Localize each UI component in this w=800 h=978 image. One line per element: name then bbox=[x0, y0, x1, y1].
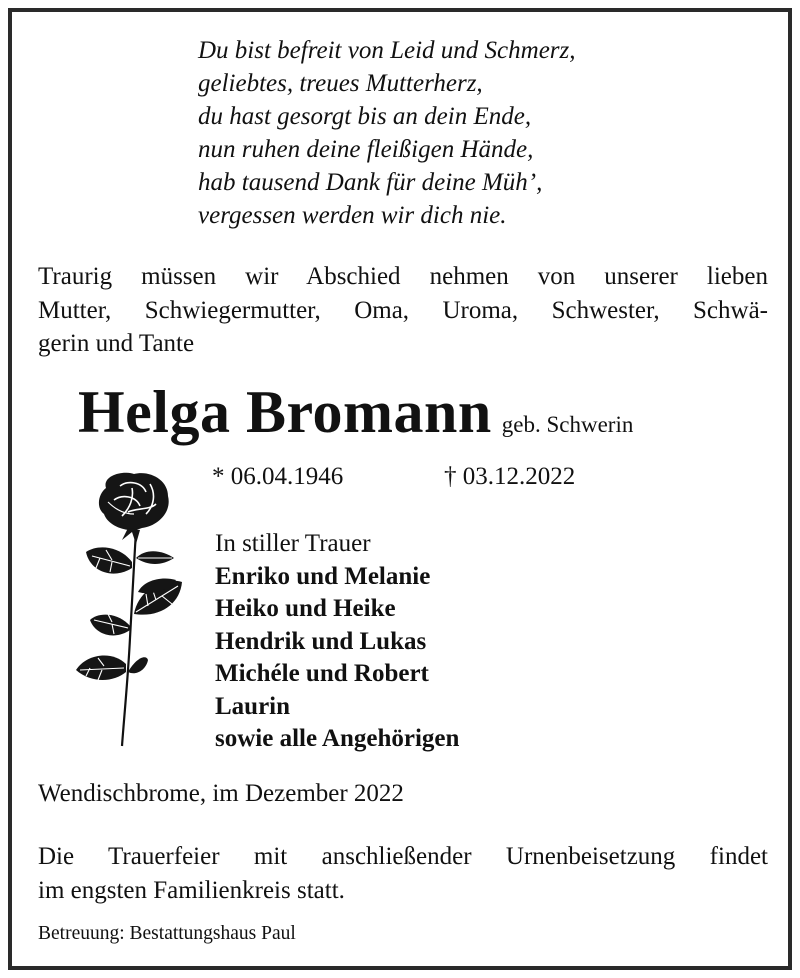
mourners-heading: In stiller Trauer bbox=[215, 530, 371, 557]
poem-line: hab tausend Dank für deine Müh’, bbox=[198, 169, 543, 196]
mourner-name: Heiko und Heike bbox=[215, 595, 396, 622]
intro-line: Mutter, Schwiegermutter, Oma, Uroma, Schwester, Schwä- bbox=[38, 296, 768, 324]
poem-line: Du bist befreit von Leid und Schmerz, bbox=[198, 37, 576, 64]
death-date: † 03.12.2022 bbox=[444, 463, 576, 490]
intro-text bbox=[38, 260, 768, 361]
ceremony-line: im engsten Familienkreis statt. bbox=[38, 877, 345, 904]
poem-line: nun ruhen deine fleißigen Hände, bbox=[198, 136, 534, 163]
mourner-name: sowie alle Angehörigen bbox=[215, 725, 460, 752]
mourner-name: Laurin bbox=[215, 692, 291, 720]
maiden-name: geb. Schwerin bbox=[501, 412, 634, 437]
mourner-name: Michéle und Robert bbox=[215, 660, 429, 687]
place-date: Wendischbrome, im Dezember 2022 bbox=[38, 780, 404, 807]
obituary-frame bbox=[8, 8, 792, 970]
rose-icon bbox=[72, 468, 188, 750]
poem-line: geliebtes, treues Mutterherz, bbox=[198, 70, 483, 97]
deceased-name-row bbox=[78, 378, 633, 447]
ceremony-line: Die Trauerfeier mit anschließender Urnenbeisetzung findet bbox=[38, 843, 768, 870]
funeral-home-note: Betreuung: Bestattungshaus Paul bbox=[38, 923, 296, 944]
intro-line: gerin und Tante bbox=[38, 330, 195, 357]
poem bbox=[198, 34, 576, 232]
mourner-name: Enriko und Melanie bbox=[215, 562, 431, 590]
ceremony-text bbox=[38, 840, 768, 908]
mourner-name: Hendrik und Lukas bbox=[215, 627, 427, 655]
mourners-block bbox=[215, 528, 459, 756]
poem-line: du hast gesorgt bis an dein Ende, bbox=[198, 103, 532, 130]
birth-date: * 06.04.1946 bbox=[212, 463, 344, 490]
intro-line: Traurig müssen wir Abschied nehmen von unserer lieben bbox=[38, 263, 768, 290]
poem-line: vergessen werden wir dich nie. bbox=[198, 202, 507, 229]
deceased-name: Helga Bromann bbox=[78, 379, 492, 445]
